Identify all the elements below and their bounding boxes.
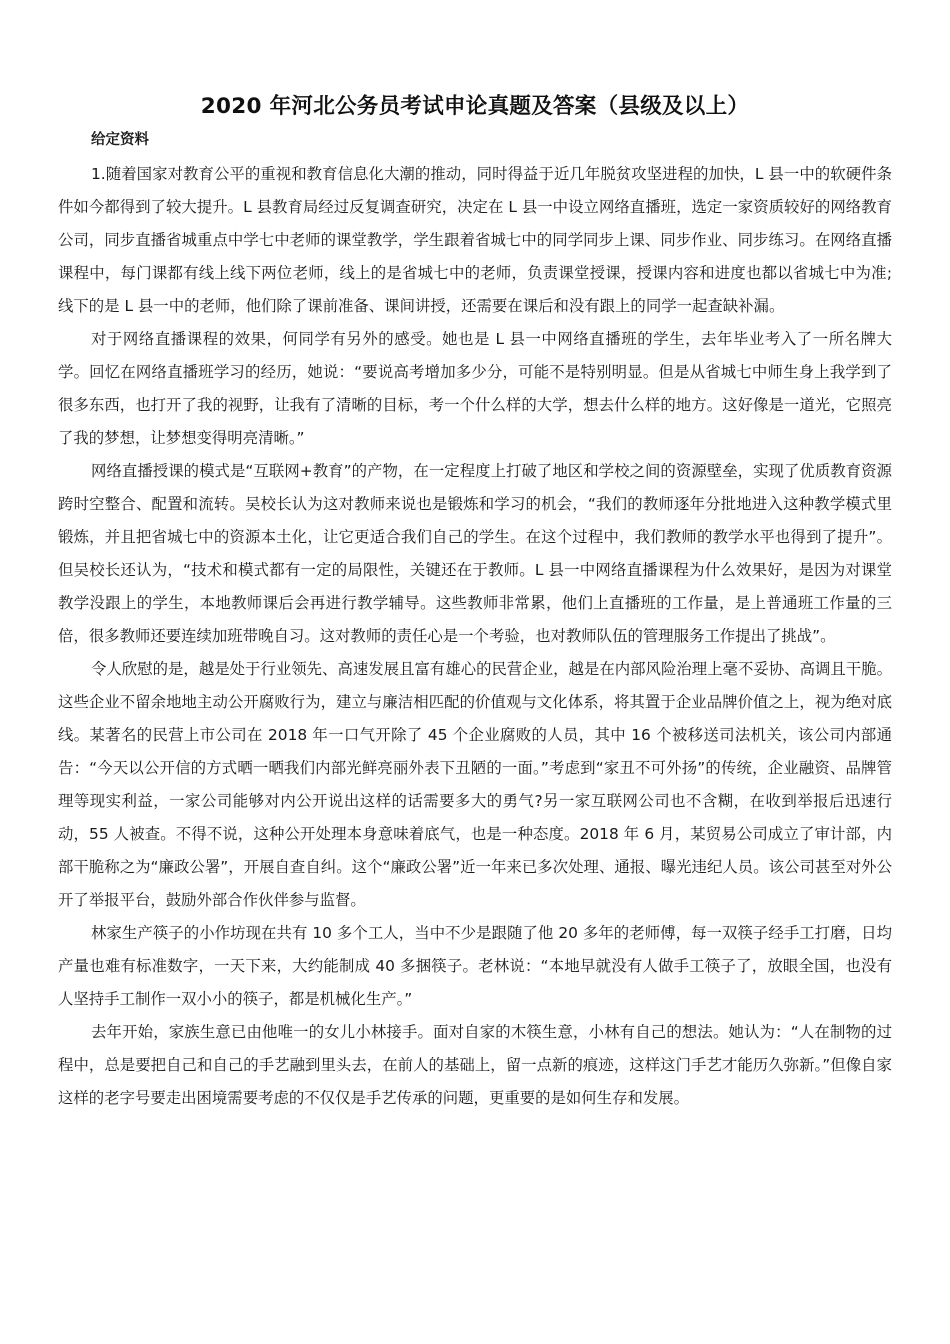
paragraph-4: 令人欣慰的是，越是处于行业领先、高速发展且富有雄心的民营企业，越是在内部风险治理上毫不妥协、高调且干脆。这些企业不留余地地主动公开腐败行为，建立与廉洁相匹配的价值观与文化体系，将其置于企业品牌价值之上，视为绝对底线。某著名的民营上市公司在 2018 年一口气开除了 45 个企业腐败的人员，其中 16 个被移送司法机关，该公司内部通告：“今天以公开信的方式晒一晒我们内部光鲜亮丽外表下丑陋的一面。”考虑到“家丑不可外扬”的传统，企业融资、品牌管理等现实利益，一家公司能够对内公开说出这样的话需要多大的勇气?另一家互联网公司也不含糊，在收到举报后迅速行动，55 人被查。不得不说，这种公开处理本身意味着底气，也是一种态度。2018 年 6 月，某贸易公司成立了审计部，内部干脆称之为“廉政公署”，开展自查自纠。这个“廉政公署”近一年来已多次处理、通报、曝光违纪人员。该公司甚至对外公开了举报平台，鼓励外部合作伙伴参与监督。 xyxy=(58,660,892,909)
document-title: 2020 年河北公务员考试申论真题及答案（县级及以上） xyxy=(200,94,750,119)
paragraph-2: 对于网络直播课程的效果，何同学有另外的感受。她也是 L 县一中网络直播班的学生，去年毕业考入了一所名牌大学。回忆在网络直播班学习的经历，她说：“要说高考增加多少分，可能不是特别明显。但是从省城七中师生身上我学到了很多东西，也打开了我的视野，让我有了清晰的目标，考一个什么样的大学，想去什么样的地方。这好像是一道光，它照亮了我的梦想，让梦想变得明亮清晰。” xyxy=(58,330,892,447)
paragraph-1: 1.随着国家对教育公平的重视和教育信息化大潮的推动，同时得益于近几年脱贫攻坚进程的加快，L 县一中的软硬件条件如今都得到了较大提升。L 县教育局经过反复调查研究，决定在 L 县一中设立网络直播班，选定一家资质较好的网络教育公司，同步直播省城重点中学七中老师的课堂教学，学生跟着省城七中的同学同步上课、同步作业、同步练习。在网络直播课程中，每门课都有线上线下两位老师，线上的是省城七中的老师，负责课堂授课，授课内容和进度也都以省城七中为准;线下的是 L 县一中的老师，他们除了课前准备、课间讲授，还需要在课后和没有跟上的同学一起查缺补漏。 xyxy=(58,165,892,315)
section-label-given-materials: 给定资料 xyxy=(91,132,149,148)
paragraph-3: 网络直播授课的模式是“互联网+教育”的产物，在一定程度上打破了地区和学校之间的资源壁垒，实现了优质教育资源跨时空整合、配置和流转。吴校长认为这对教师来说也是锻炼和学习的机会，“我们的教师逐年分批地进入这种教学模式里锻炼，并且把省城七中的资源本土化，让它更适合我们自己的学生。在这个过程中，我们教师的教学水平也得到了提升”。但吴校长还认为，“技术和模式都有一定的局限性，关键还在于教师。L 县一中网络直播课程为什么效果好，是因为对课堂教学没跟上的学生，本地教师课后会再进行教学辅导。这些教师非常累，他们上直播班的工作量，是上普通班工作量的三倍，很多教师还要连续加班带晚自习。这对教师的责任心是一个考验，也对教师队伍的管理服务工作提出了挑战”。 xyxy=(58,462,892,645)
paragraph-6: 去年开始，家族生意已由他唯一的女儿小林接手。面对自家的木筷生意，小林有自己的想法。她认为：“人在制物的过程中，总是要把自己和自己的手艺融到里头去，在前人的基础上，留一点新的痕迹，这样这门手艺才能历久弥新。”但像自家这样的老字号要走出困境需要考虑的不仅仅是手艺传承的问题，更重要的是如何生存和发展。 xyxy=(58,1023,892,1107)
paragraph-5: 林家生产筷子的小作坊现在共有 10 多个工人，当中不少是跟随了他 20 多年的老师傅，每一双筷子经手工打磨，日均产量也难有标准数字，一天下来，大约能制成 40 多捆筷子。老林说：“本地早就没有人做手工筷子了，放眼全国，也没有人坚持手工制作一双小小的筷子，都是机械化生产。” xyxy=(58,924,892,1008)
document-page xyxy=(58,92,892,1115)
